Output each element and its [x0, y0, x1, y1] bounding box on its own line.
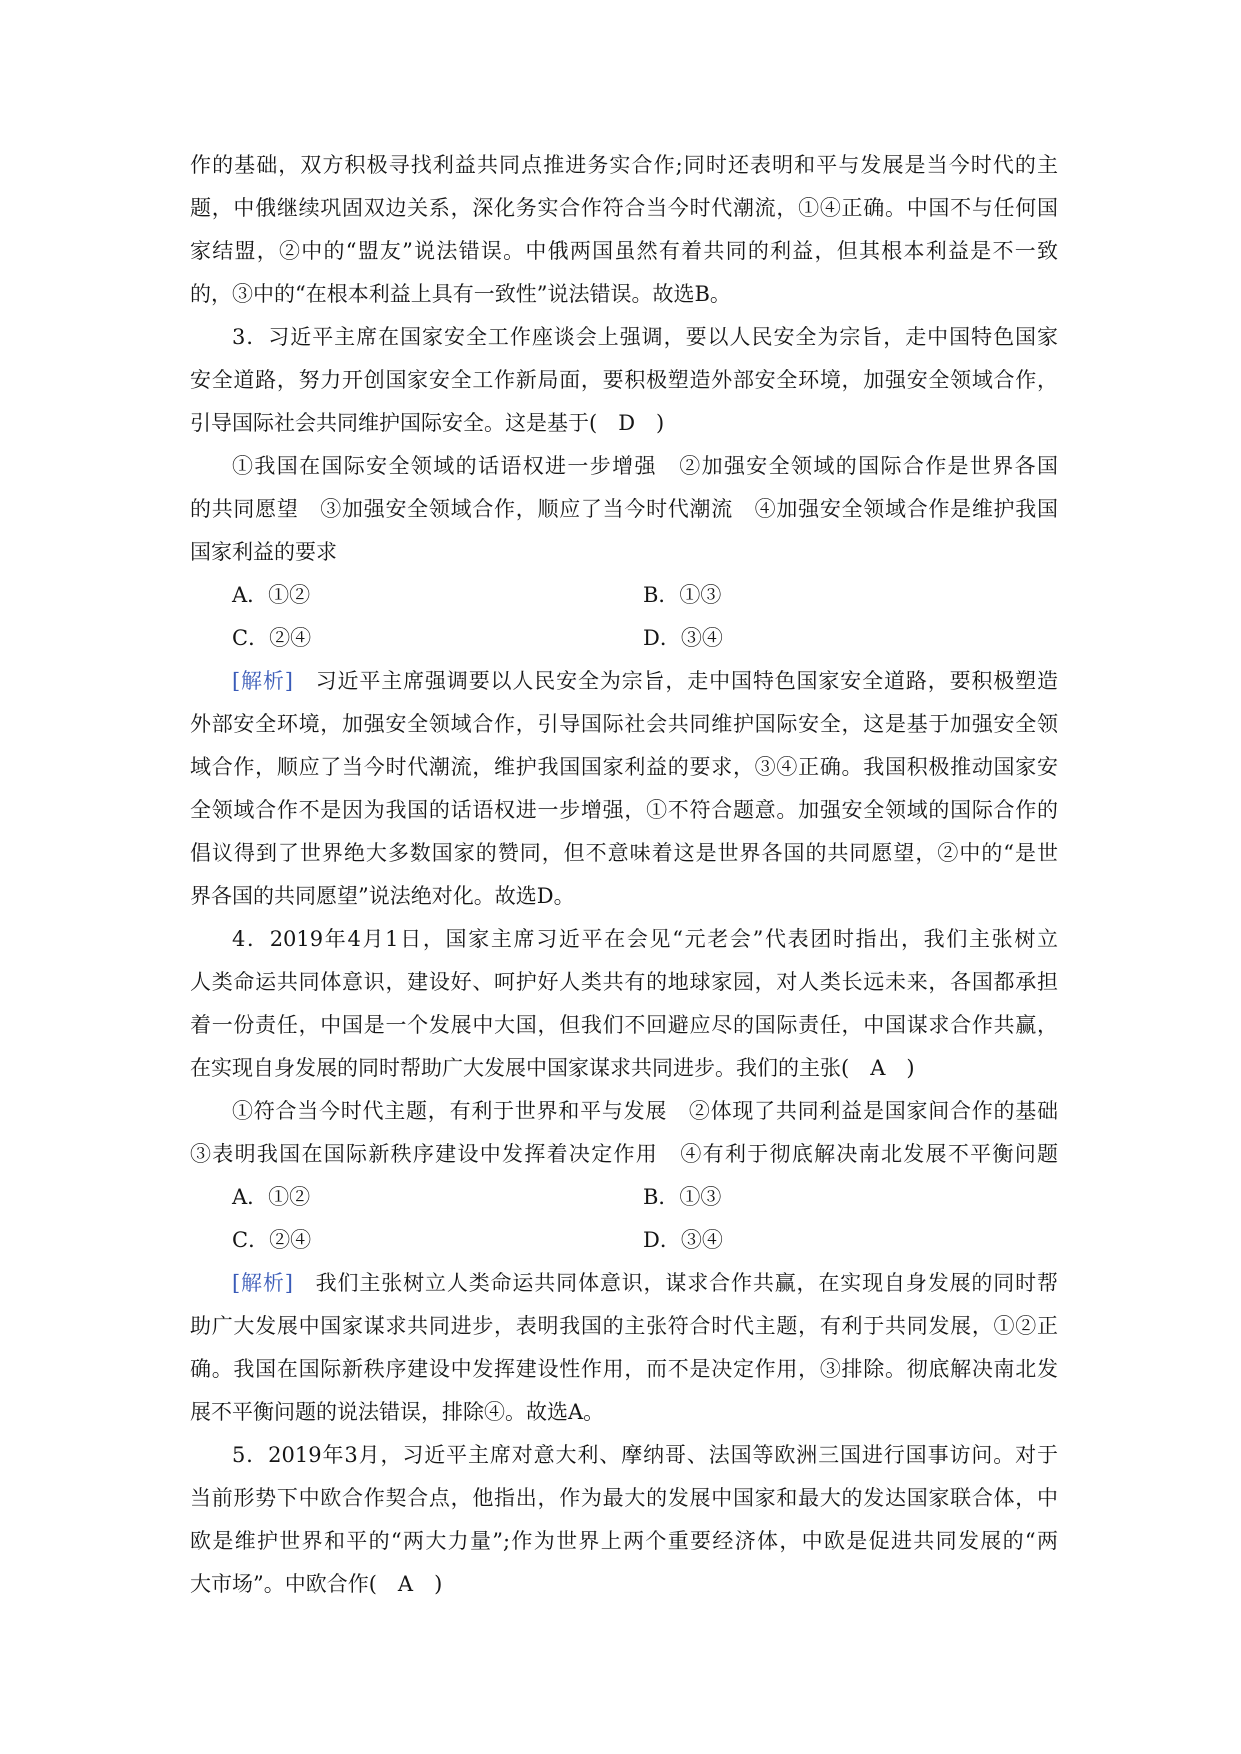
analysis-label: [解析] — [232, 669, 293, 693]
analysis-text: 我们主张树立人类命运共同体意识，谋求合作共赢，在实现自身发展的同时帮 — [292, 1271, 1058, 1295]
text-line — [190, 660, 1058, 703]
text-line: 界各国的共同愿望”说法绝对化。故选D。 — [190, 884, 575, 908]
choice-row — [190, 1219, 1058, 1262]
question-stem — [190, 1434, 1058, 1606]
text-line: ①我国在国际安全领域的话语权进一步增强 ②加强安全领域的国际合作是世界各国 — [232, 454, 1058, 478]
text-line: 国家利益的要求 — [190, 540, 337, 564]
text-line: 人类命运共同体意识，建设好、呵护好人类共有的地球家园，对人类长远未来，各国都承担 — [190, 970, 1058, 994]
text-line: 当前形势下中欧合作契合点，他指出，作为最大的发展中国家和最大的发达国家联合体，中 — [190, 1486, 1058, 1510]
text-line: 大市场”。中欧合作( A ) — [190, 1572, 443, 1596]
question-stem — [190, 918, 1058, 1090]
choice-row — [190, 1176, 1058, 1219]
text-line: 安全道路，努力开创国家安全工作新局面，要积极塑造外部安全环境，加强安全领域合作， — [190, 368, 1058, 392]
text-line: 倡议得到了世界绝大多数国家的赞同，但不意味着这是世界各国的共同愿望，②中的“是世 — [190, 841, 1058, 865]
choice-row — [190, 574, 1058, 617]
text-line: 的共同愿望 ③加强安全领域合作，顺应了当今时代潮流 ④加强安全领域合作是维护我国 — [190, 497, 1058, 521]
text-line: 展不平衡问题的说法错误，排除④。故选A。 — [190, 1400, 605, 1424]
question-analysis — [190, 660, 1058, 918]
text-line: 作的基础，双方积极寻找利益共同点推进务实合作;同时还表明和平与发展是当今时代的主 — [190, 153, 1058, 177]
choice-b: B．①③ — [643, 1185, 722, 1209]
text-line: 域合作，顺应了当今时代潮流，维护我国国家利益的要求，③④正确。我国积极推动国家安 — [190, 755, 1058, 779]
text-line: 的，③中的“在根本利益上具有一致性”说法错误。故选B。 — [190, 282, 731, 306]
text-line: 4．2019年4月1日，国家主席习近平在会见“元老会”代表团时指出，我们主张树立 — [232, 927, 1058, 951]
text-line: 5．2019年3月，习近平主席对意大利、摩纳哥、法国等欧洲三国进行国事访问。对于 — [232, 1443, 1058, 1467]
text-line: 全领域合作不是因为我国的话语权进一步增强，①不符合题意。加强安全领域的国际合作的 — [190, 798, 1058, 822]
choice-b: B．①③ — [643, 583, 722, 607]
text-line: 引导国际社会共同维护国际安全。这是基于( D ) — [190, 411, 665, 435]
text-line: 外部安全环境，加强安全领域合作，引导国际社会共同维护国际安全，这是基于加强安全领 — [190, 712, 1058, 736]
text-line: ③表明我国在国际新秩序建设中发挥着决定作用 ④有利于彻底解决南北发展不平衡问题 — [190, 1142, 1058, 1166]
choice-a: A．①② — [232, 583, 311, 607]
previous-analysis-continuation — [190, 144, 1058, 316]
choice-d: D．③④ — [643, 626, 723, 650]
text-line: 家结盟，②中的“盟友”说法错误。中俄两国虽然有着共同的利益，但其根本利益是不一致 — [190, 239, 1058, 263]
analysis-label: [解析] — [232, 1271, 293, 1295]
choice-c: C．②④ — [232, 1228, 312, 1252]
choice-row — [190, 617, 1058, 660]
analysis-text: 习近平主席强调要以人民安全为宗旨，走中国特色国家安全道路，要积极塑造 — [292, 669, 1058, 693]
text-line: 3．习近平主席在国家安全工作座谈会上强调，要以人民安全为宗旨，走中国特色国家 — [232, 325, 1058, 349]
question-stem — [190, 316, 1058, 445]
text-line: 着一份责任，中国是一个发展中大国，但我们不回避应尽的国际责任，中国谋求合作共赢， — [190, 1013, 1058, 1037]
question-5 — [190, 1434, 1058, 1606]
choice-d: D．③④ — [643, 1228, 723, 1252]
question-statements — [190, 1090, 1058, 1176]
text-line: 确。我国在国际新秩序建设中发挥建设性作用，而不是决定作用，③排除。彻底解决南北发 — [190, 1357, 1058, 1381]
page-content — [190, 144, 1058, 1606]
question-statements — [190, 445, 1058, 574]
text-line: 助广大发展中国家谋求共同进步，表明我国的主张符合时代主题，有利于共同发展，①②正 — [190, 1314, 1058, 1338]
question-analysis — [190, 1262, 1058, 1434]
text-line: ①符合当今时代主题，有利于世界和平与发展 ②体现了共同利益是国家间合作的基础 — [232, 1099, 1058, 1123]
question-3 — [190, 316, 1058, 918]
text-line: 题，中俄继续巩固双边关系，深化务实合作符合当今时代潮流，①④正确。中国不与任何国 — [190, 196, 1058, 220]
text-line — [190, 1262, 1058, 1305]
choice-c: C．②④ — [232, 626, 312, 650]
choice-a: A．①② — [232, 1185, 311, 1209]
text-line: 在实现自身发展的同时帮助广大发展中国家谋求共同进步。我们的主张( A ) — [190, 1056, 915, 1080]
text-line: 欧是维护世界和平的“两大力量”;作为世界上两个重要经济体，中欧是促进共同发展的“两 — [190, 1529, 1058, 1553]
question-4 — [190, 918, 1058, 1434]
